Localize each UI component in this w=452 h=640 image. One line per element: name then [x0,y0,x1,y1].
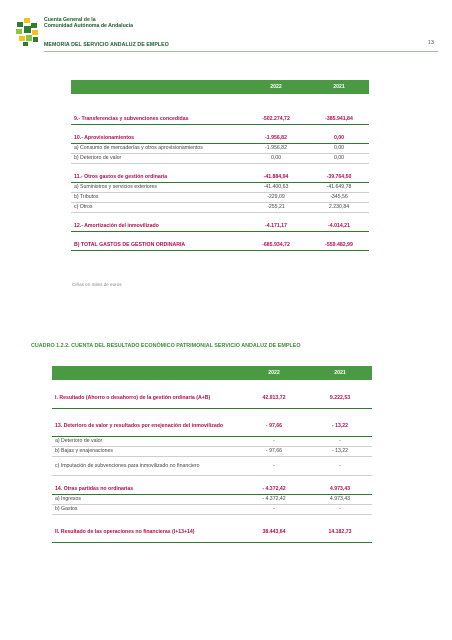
value-2021: 4.973,43 [308,484,372,494]
value-2022: 42.913,72 [240,389,308,408]
section-row [52,484,372,494]
result-table [52,366,372,543]
spacer-cell [52,514,372,523]
value-2022: -41.884,94 [243,172,309,182]
value-2022: -502.274,72 [243,114,309,124]
spacer-cell [52,380,372,389]
spacer-cell [52,475,372,484]
table-row [71,192,369,202]
spacer-row [52,408,372,417]
value-2022: - 97,66 [240,417,308,436]
section-title: CUADRO 1.2.2. CUENTA DEL RESULTADO ECONÓMICO PATRIMONIAL SERVICIO ANDALUZ DE EMPLEO [31,343,301,349]
table-row [52,436,372,446]
spacer-row [71,94,369,114]
row-label: a) Ingresos [52,494,240,504]
value-2021: -385.941,84 [309,114,369,124]
value-2022: -229,09 [243,192,309,202]
value-2022: - 97,66 [240,446,308,456]
value-2022: -255,21 [243,202,309,212]
column-header-2022: 2022 [243,80,309,94]
memo-title: MEMORIA DEL SERVICIO ANDALUZ DE EMPLEO [44,42,169,48]
value-2022: -1.956,82 [243,143,309,153]
row-label: a) Deterioro de valor [52,436,240,446]
value-2022: -4.171,17 [243,221,309,231]
row-label: c) Imputación de subvenciones para inmovilizado no financiero [52,456,240,475]
org-line-2: Comunidad Autónoma de Andalucía [44,23,133,30]
table-row [71,143,369,153]
spacer-row [52,380,372,389]
header-blank-cell [52,366,240,380]
table-row [71,202,369,212]
row-label: 9.- Transferencias y subvenciones concedidas [71,114,243,124]
row-label: 11.- Otros gastos de gestión ordinaria [71,172,243,182]
row-label: 10.- Aprovisionamientos [71,133,243,143]
value-2022: - 4.372,42 [240,494,308,504]
value-2021: 0,00 [309,143,369,153]
value-2022: 0,00 [243,153,309,163]
value-2021: -39.764,50 [309,172,369,182]
table-row [52,494,372,504]
row-label: 12.- Amortización del inmovilizado [71,221,243,231]
row-label: a) Consumo de mercaderías y otros aprovisionamientos [71,143,243,153]
table-header-row [52,366,372,380]
spacer-cell [71,124,369,133]
row-label: II. Resultado de las operaciones no financieras (I+13+14) [52,523,240,542]
org-line-1: Cuenta General de la [44,17,96,23]
value-2021: - [308,504,372,514]
spacer-cell [52,408,372,417]
row-label: a) Suministros y servicios exteriores [71,182,243,192]
table-row [71,182,369,192]
table-row [52,504,372,514]
spacer-row [71,124,369,133]
row-label: c) Otros [71,202,243,212]
table-row [52,446,372,456]
junta-andalucia-logo-icon [14,16,42,48]
spacer-row [52,475,372,484]
value-2022: -41.400,63 [243,182,309,192]
value-2022: - [240,436,308,446]
row-label: 13. Deterioro de valor y resultados por enejenación del inmovilizado [52,417,240,436]
value-2021: - [308,436,372,446]
spacer-cell [71,212,369,221]
section-row [52,523,372,542]
value-2021: 4.973,43 [308,494,372,504]
value-2021: - 13,22 [308,417,372,436]
spacer-cell [71,231,369,240]
page-header [14,12,438,62]
value-2021: -4.014,21 [309,221,369,231]
table-header-row [71,80,369,94]
value-2021: 0,00 [309,133,369,143]
row-label: 14. Otras partidas no ordinarias [52,484,240,494]
value-2021: 9.222,53 [308,389,372,408]
spacer-cell [71,163,369,172]
value-2022: 38.443,64 [240,523,308,542]
section-row [71,221,369,231]
value-2022: - [240,456,308,475]
header-divider [44,51,438,52]
value-2021: 0,00 [309,153,369,163]
value-2021: - [308,456,372,475]
value-2021: 14.182,73 [308,523,372,542]
row-label: b) Deterioro de valor [71,153,243,163]
row-label: b) Bajas y enajenaciones [52,446,240,456]
section-row [52,417,372,436]
table-row [71,153,369,163]
value-2022: - 4.372,42 [240,484,308,494]
section-row [71,133,369,143]
table-row [52,456,372,475]
column-header-2021: 2021 [309,80,369,94]
spacer-row [71,231,369,240]
units-note: Cifras en miles de euros [72,282,122,287]
row-label: I. Resultado (Ahorro o desahorro) de la gestión ordinaria (A+B) [52,389,240,408]
column-header-2021: 2021 [308,366,372,380]
value-2021: -345,56 [309,192,369,202]
value-2022: -1.956,82 [243,133,309,143]
spacer-row [71,163,369,172]
spacer-row [52,514,372,523]
organization-name [44,17,133,30]
value-2022: - [240,504,308,514]
value-2021: -41.649,78 [309,182,369,192]
header-blank-cell [71,80,243,94]
page-number: 13 [427,40,434,46]
value-2021: 2.230,84 [309,202,369,212]
row-label: B) TOTAL GASTOS DE GESTION ORDINARIA [71,240,243,250]
section-row [71,240,369,250]
section-row [71,172,369,182]
row-label: b) Tributos [71,192,243,202]
column-header-2022: 2022 [240,366,308,380]
section-row [52,389,372,408]
row-label: b) Gastos [52,504,240,514]
value-2021: -559.482,99 [309,240,369,250]
expenses-table [71,80,369,251]
section-row [71,114,369,124]
value-2022: -685.934,72 [243,240,309,250]
spacer-row [71,212,369,221]
value-2021: - 13,22 [308,446,372,456]
